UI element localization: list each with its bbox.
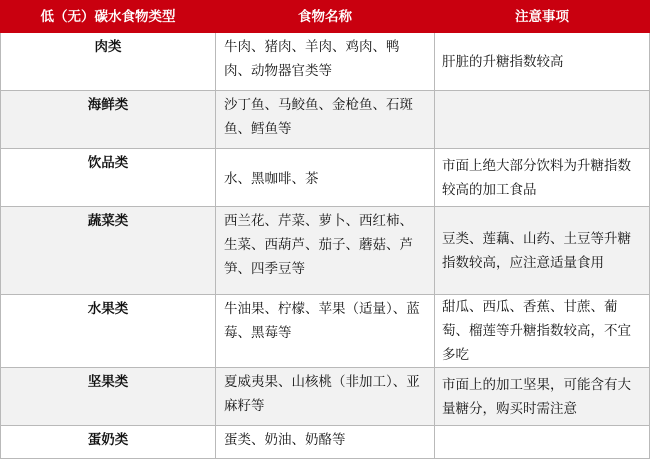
notes-cell [435,426,650,459]
foods-cell: 牛油果、柠檬、苹果（适量）、蓝莓、黑莓等 [216,295,435,368]
notes-cell: 肝脏的升糖指数较高 [435,33,650,91]
notes-cell [435,91,650,149]
notes-cell: 豆类、莲藕、山药、土豆等升糖指数较高，应注意适量食用 [435,207,650,295]
notes-cell: 甜瓜、西瓜、香蕉、甘蔗、葡萄、榴莲等升糖指数较高，不宜多吃 [435,295,650,368]
table-row [1,149,650,207]
header-notes: 注意事项 [435,1,650,33]
notes-cell: 市面上绝大部分饮料为升糖指数较高的加工食品 [435,149,650,207]
table-row [1,91,650,149]
foods-cell: 西兰花、芹菜、萝卜、西红柿、生菜、西葫芦、茄子、蘑菇、芦笋、四季豆等 [216,207,435,295]
category-cell: 海鲜类 [1,91,216,149]
header-food-name: 食物名称 [216,1,435,33]
foods-cell: 牛肉、猪肉、羊肉、鸡肉、鸭肉、动物器官类等 [216,33,435,91]
header-row [1,1,650,33]
foods-cell: 沙丁鱼、马鲛鱼、金枪鱼、石斑鱼、鳕鱼等 [216,91,435,149]
notes-cell: 市面上的加工坚果，可能含有大量糖分，购买时需注意 [435,368,650,426]
table-row [1,426,650,459]
foods-cell: 水、黑咖啡、茶 [216,149,435,207]
category-cell: 肉类 [1,33,216,91]
table-row [1,295,650,368]
table-row [1,207,650,295]
table-row [1,33,650,91]
header-food-type: 低（无）碳水食物类型 [1,1,216,33]
foods-cell: 夏威夷果、山核桃（非加工）、亚麻籽等 [216,368,435,426]
foods-cell: 蛋类、奶油、奶酪等 [216,426,435,459]
category-cell: 蛋奶类 [1,426,216,459]
category-cell: 水果类 [1,295,216,368]
category-cell: 饮品类 [1,149,216,207]
category-cell: 坚果类 [1,368,216,426]
category-cell: 蔬菜类 [1,207,216,295]
table-row [1,368,650,426]
